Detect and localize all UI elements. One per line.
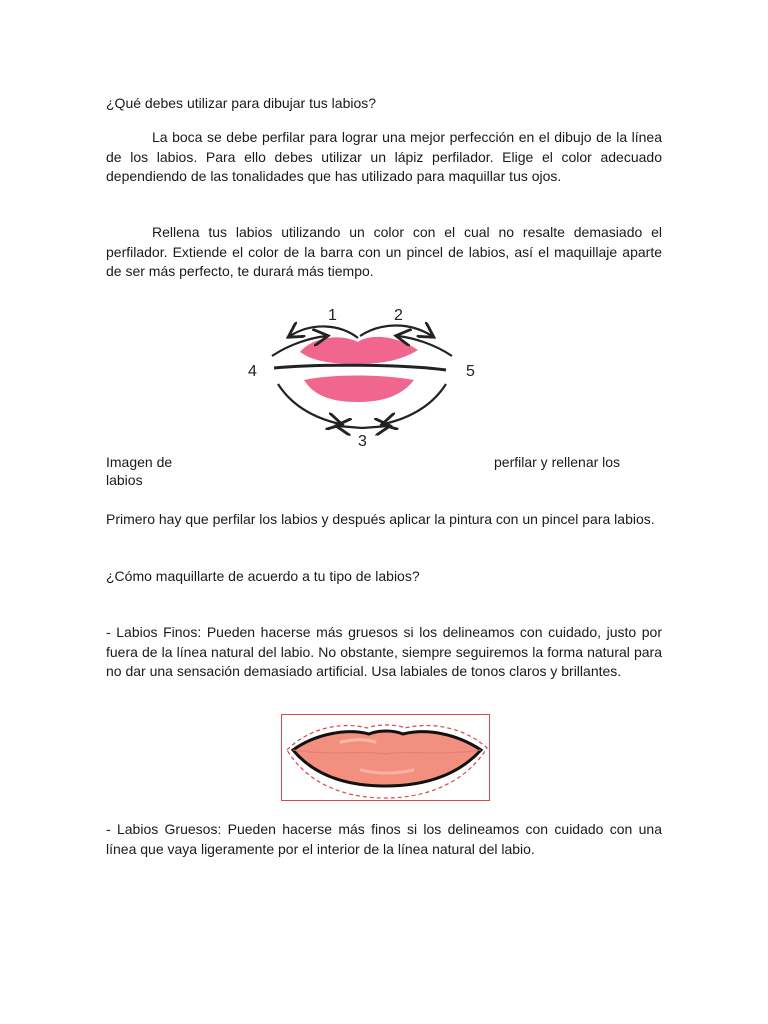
- caption-left: Imagen de: [106, 454, 173, 470]
- label-5: 5: [466, 363, 475, 380]
- paragraph-labios-finos: - Labios Finos: Pueden hacerse más gruesos si los delineamos con cuidado, justo por fuera de la línea natural del labio. No obstante, siempre seguiremos la forma natural para no dar una sensación demasiado artificial. Usa labiales de tonos claros y brillantes.: [106, 624, 662, 679]
- upper-lip-fill: [300, 337, 418, 364]
- paragraph-rellenar: Rellena tus labios utilizando un color con el cual no resalte demasiado el perfilador. Extiende el color de la barra con un pincel de labios, así el maquillaje aparte de ser más perfecto, te durará más tiempo.: [106, 224, 662, 279]
- caption-right: perfilar y rellenar los: [494, 454, 621, 470]
- lower-lip-fill: [304, 376, 414, 403]
- label-4: 4: [248, 363, 257, 380]
- arrow-3-left: [338, 426, 362, 428]
- paragraph-primero: Primero hay que perfilar los labios y después aplicar la pintura con un pincel para labios.: [106, 511, 655, 527]
- question-heading: ¿Cómo maquillarte de acuerdo a tu tipo de labios?: [106, 568, 420, 584]
- lip-outline-diagram: [242, 300, 482, 448]
- mouth-line: [274, 365, 446, 370]
- paragraph-perfilar: La boca se debe perfilar para lograr una mejor perfección en el dibujo de la línea de los labios. Para ello debes utilizar un lápiz perfilador. Elige el color adecuado dependiendo de las tonalidades que has utilizado para maquillar tus ojos.: [106, 129, 662, 184]
- arrow-2: [360, 326, 432, 337]
- label-3: 3: [358, 433, 367, 448]
- label-1: 1: [328, 307, 337, 324]
- paragraph-labios-gruesos: - Labios Gruesos: Pueden hacerse más finos si los delineamos con cuidado con una línea que vaya ligeramente por el interior de la línea natural del labio.: [106, 821, 662, 857]
- arrow-3-right: [362, 426, 388, 428]
- thin-lips-diagram: [281, 714, 491, 802]
- heading: ¿Qué debes utilizar para dibujar tus labios?: [106, 95, 377, 111]
- label-2: 2: [394, 307, 403, 324]
- caption-line2: labios: [106, 472, 143, 488]
